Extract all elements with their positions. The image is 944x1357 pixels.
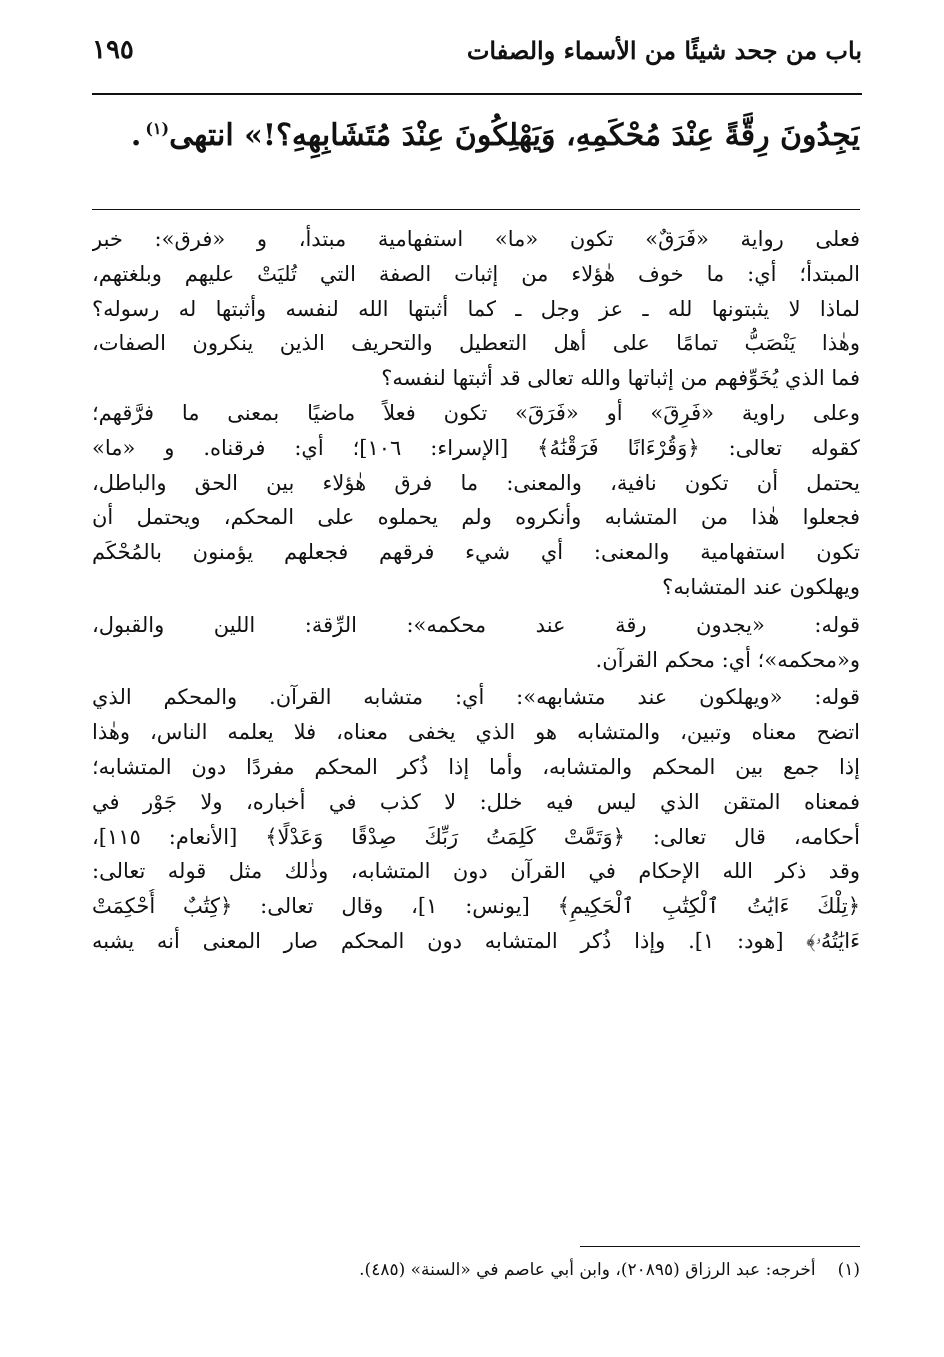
body-line: وهٰذا يَنْصَبُّ تمامًا على أهل التعطيل والتحريف الذين ينكرون الصفات، xyxy=(92,331,860,356)
footnote-number: (١) xyxy=(837,1260,860,1280)
body-line: فمعناه المتقن الذي ليس فيه خلل: لا كذب في أخباره، ولا جَوْر في xyxy=(92,789,860,814)
body-line: قوله: «ويهلكون عند متشابهه»: أي: متشابه القرآن. والمحكم الذي xyxy=(92,685,860,710)
body-line: و«محكمه»؛ أي: محكم القرآن. xyxy=(595,647,860,672)
header-divider xyxy=(92,93,862,95)
body-line: اتضح معناه وتبين، والمتشابه هو الذي يخفى معناه، فلا يعلمه الناس، وهٰذا xyxy=(92,720,860,745)
commentary-body xyxy=(92,222,860,959)
body-line: فعلى رواية «فَرَقٌ» تكون «ما» استفهامية مبتدأ، و «فرق»: خبر xyxy=(92,227,860,251)
body-line: ويهلكون عند المتشابه؟ xyxy=(662,574,860,599)
body-line: فجعلوا هٰذا من المتشابه وأنكروه ولم يحملوه على المحكم، ويحتمل أن xyxy=(92,505,860,530)
body-line: يحتمل أن تكون نافية، والمعنى: ما فرق هٰؤلاء بين الحق والباطل، xyxy=(92,470,860,495)
page-header xyxy=(92,30,862,70)
body-line: إذا جمع بين المحكم والمتشابه، وأما إذا ذُكر المحكم مفردًا دون المتشابه؛ xyxy=(92,754,860,779)
footnote-marker: (١) xyxy=(145,119,170,138)
body-line: تكون استفهامية والمعنى: أي شيء فرقهم فجعلهم يؤمنون بالمُحْكَم xyxy=(92,540,860,565)
body-line: ﴿تِلْكَ ءَايَٰتُ ٱلْكِتَٰبِ ٱلْحَكِيمِ﴾ [يونس: ١]، وقال تعالى: ﴿كِتَٰبٌ أُحْكِمَتْ xyxy=(92,894,860,919)
body-line: فما الذي يُخَوِّفهم من إثباتها والله تعالى قد أثبتها لنفسه؟ xyxy=(381,366,860,391)
body-line: وعلى راوية «فَرِقَ» أو «فَرَقَ» تكون فعلاً ماضيًا بمعنى ما فرَّقهم؛ xyxy=(92,400,860,425)
footnote-text: أخرجه: عبد الرزاق (٢٠٨٩٥)، وابن أبي عاصم في «السنة» (٤٨٥). xyxy=(359,1260,816,1280)
quote-end-mark: . xyxy=(130,118,142,153)
body-line: وقد ذكر الله الإحكام في القرآن دون المتشابه، وذٰلك مثل قوله تعالى: xyxy=(92,859,860,884)
body-line: لماذا لا يثبتونها لله ـ عز وجل ـ كما أثبتها الله لنفسه وأثبتها له رسوله؟ xyxy=(92,296,860,321)
body-line: قوله: «يجدون رقة عند محكمه»: الرِّقة: اللين والقبول، xyxy=(92,612,860,637)
body-line: أحكامه، قال تعالى: ﴿وَتَمَّتْ كَلِمَتُ رَبِّكَ صِدْقًا وَعَدْلًا﴾ [الأنعام: ١١٥]، xyxy=(92,824,860,849)
body-line: ءَايَٰتُهُۥ﴾ [هود: ١]. وإذا ذُكر المتشابه دون المحكم صار المعنى أنه يشبه xyxy=(92,928,860,953)
section-divider xyxy=(92,209,860,210)
hadith-quote xyxy=(92,100,860,180)
body-line: المبتدأ؛ أي: ما خوف هٰؤلاء من إثبات الصفة التي تُليَتْ عليهم وبلغتهم، xyxy=(92,261,860,286)
page-number: ١٩٥ xyxy=(92,35,134,65)
running-title: باب من جحد شيئًا من الأسماء والصفات xyxy=(466,35,862,65)
body-line: كقوله تعالى: ﴿وَقُرْءَانًا فَرَقْنَٰهُ﴾ [الإسراء: ١٠٦]؛ أي: فرقناه. و «ما» xyxy=(92,435,860,460)
quote-text: يَجِدُونَ رِقَّةً عِنْدَ مُحْكَمِهِ، وَيَهْلِكُونَ عِنْدَ مُتَشَابِهِهِ؟!» انتهى xyxy=(169,118,860,153)
footnote-divider xyxy=(580,1246,860,1247)
footnote xyxy=(92,1256,860,1284)
